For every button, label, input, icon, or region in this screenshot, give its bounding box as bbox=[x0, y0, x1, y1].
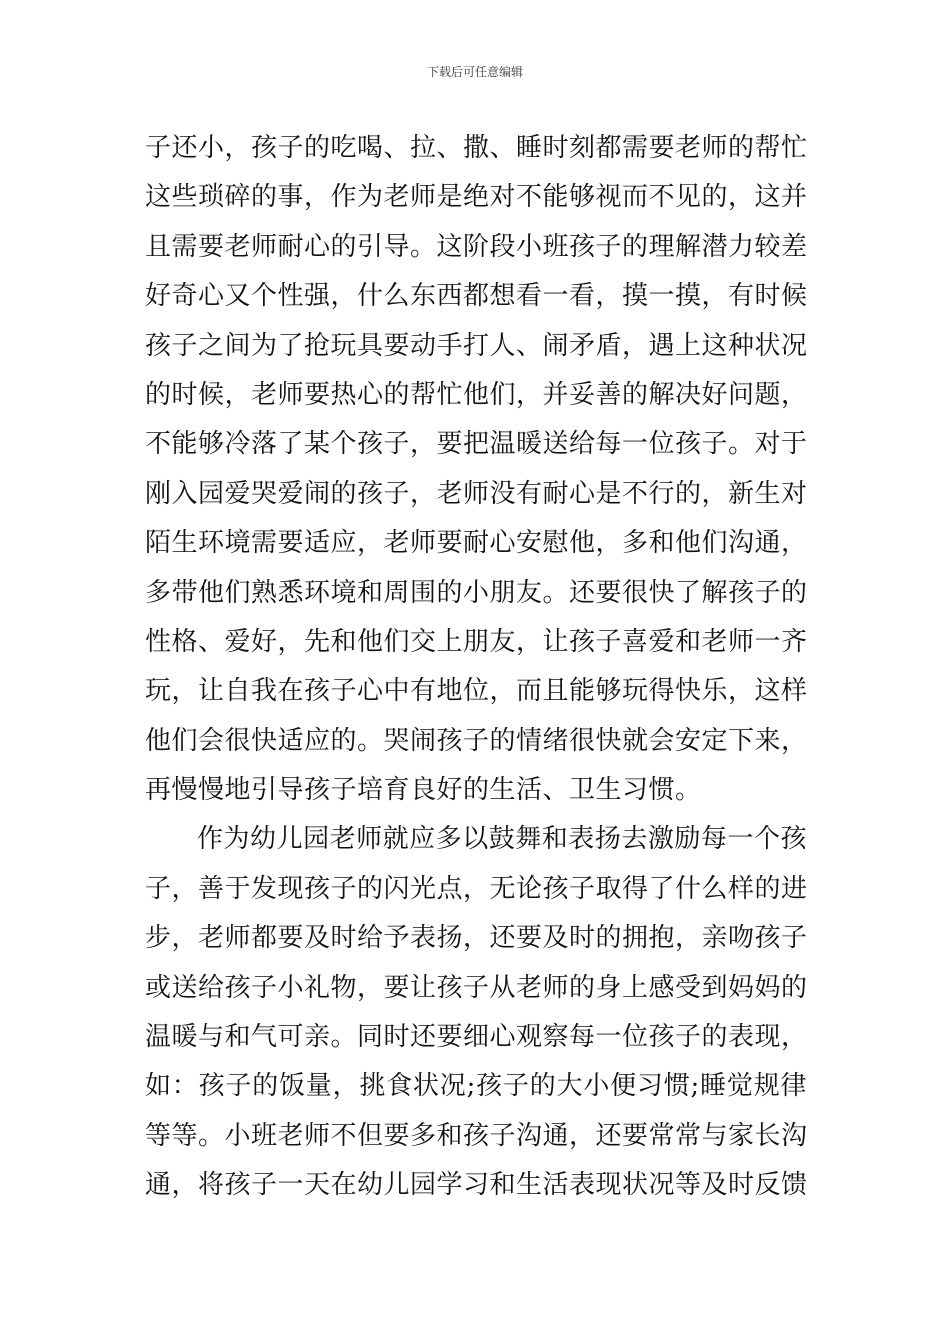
paragraph-2 bbox=[145, 815, 807, 1210]
text-line: 的时候，老师要热心的帮忙他们，并妥善的解决好问题， bbox=[145, 379, 808, 410]
document-body bbox=[145, 124, 807, 1211]
text-line: 再慢慢地引导孩子培育良好的生活、卫生习惯。 bbox=[145, 775, 702, 806]
paragraph-1 bbox=[145, 124, 807, 815]
text-line: 陌生环境需要适应，老师要耐心安慰他，多和他们沟通， bbox=[145, 528, 808, 559]
text-line: 通，将孩子一天在幼儿园学习和生活表现状况等及时反馈 bbox=[145, 1170, 808, 1201]
text-line: 性格、爱好，先和他们交上朋友，让孩子喜爱和老师一齐 bbox=[145, 626, 808, 657]
text-line: 子还小，孩子的吃喝、拉、撒、睡时刻都需要老师的帮忙 bbox=[145, 133, 808, 163]
text-line: 作为幼儿园老师就应多以鼓舞和表扬去激励每一个孩 bbox=[197, 824, 807, 855]
text-line: 多带他们熟悉环境和周围的小朋友。还要很快了解孩子的 bbox=[145, 577, 808, 608]
text-line: 好奇心又个性强，什么东西都想看一看，摸一摸，有时候 bbox=[145, 281, 808, 312]
text-line: 孩子之间为了抢玩具要动手打人、闹矛盾，遇上这种状况 bbox=[145, 330, 808, 361]
text-line: 这些琐碎的事，作为老师是绝对不能够视而不见的，这并 bbox=[145, 182, 808, 213]
page-header: 下载后可任意编辑 bbox=[426, 65, 523, 79]
text-line: 温暖与和气可亲。同时还要细心观察每一位孩子的表现， bbox=[145, 1022, 808, 1053]
text-line: 不能够冷落了某个孩子，要把温暖送给每一位孩子。对于 bbox=[145, 429, 808, 460]
text-line: 步，老师都要及时给予表扬，还要及时的拥抱，亲吻孩子 bbox=[145, 923, 808, 954]
text-line: 他们会很快适应的。哭闹孩子的情绪很快就会安定下来， bbox=[145, 725, 808, 756]
text-line: 且需要老师耐心的引导。这阶段小班孩子的理解潜力较差 bbox=[145, 231, 808, 262]
text-line: 等等。小班老师不但要多和孩子沟通，还要常常与家长沟 bbox=[145, 1120, 808, 1151]
text-line: 玩，让自我在孩子心中有地位，而且能够玩得快乐，这样 bbox=[145, 676, 808, 707]
text-line: 或送给孩子小礼物，要让孩子从老师的身上感受到妈妈的 bbox=[145, 972, 808, 1003]
text-line: 刚入园爱哭爱闹的孩子，老师没有耐心是不行的，新生对 bbox=[145, 478, 808, 509]
text-line: 如：孩子的饭量，挑食状况;孩子的大小便习惯;睡觉规律 bbox=[145, 1071, 807, 1102]
text-line: 子，善于发现孩子的闪光点，无论孩子取得了什么样的进 bbox=[145, 873, 808, 904]
